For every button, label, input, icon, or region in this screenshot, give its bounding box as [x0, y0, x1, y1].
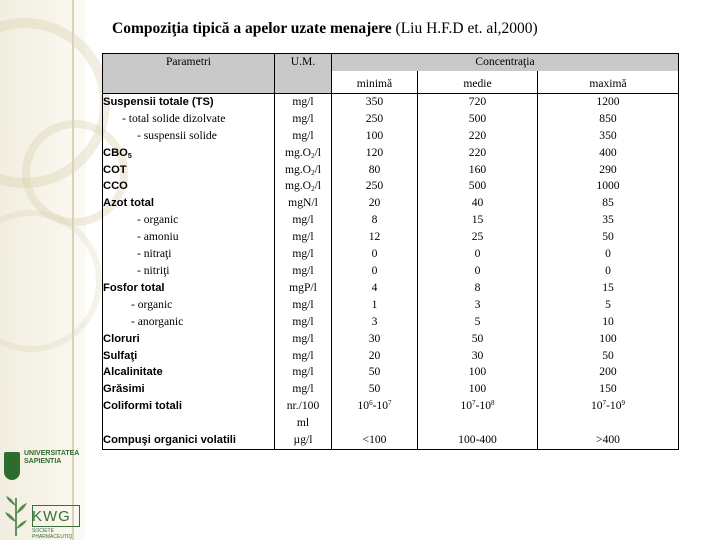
min-value: [332, 195, 417, 212]
unit-value-suffix: /l: [314, 162, 322, 176]
unit-value: [275, 212, 331, 229]
min-value-text: 250: [365, 111, 384, 125]
max-value: [538, 111, 678, 128]
unit-value-subscript: 2: [311, 151, 315, 160]
min-value-text: 350: [365, 94, 384, 108]
min-value: [332, 381, 417, 398]
min-value-text: 0: [371, 263, 378, 277]
med-value-text: 500: [468, 111, 487, 125]
min-value-text: 20: [368, 348, 381, 362]
med-value: [418, 246, 537, 263]
parameter-name-text: Grăsimi: [103, 383, 145, 396]
parameter-name-text: COT: [103, 163, 127, 176]
unit-value: [275, 145, 331, 162]
min-value: [332, 162, 417, 179]
unit-value: [275, 195, 331, 212]
decorative-ring: [0, 210, 102, 352]
max-value-text: 350: [599, 128, 617, 142]
med-value: [418, 263, 537, 280]
min-value-text: 12: [368, 230, 381, 244]
max-value: [538, 94, 678, 111]
med-value-text: 8: [474, 280, 481, 294]
max-value-text: 10: [590, 399, 603, 413]
unit-value: [275, 246, 331, 263]
unit-value: [275, 381, 331, 398]
min-value-text: 80: [368, 162, 381, 176]
med-value-text: 0: [474, 247, 481, 261]
parameter-name: [103, 364, 274, 381]
unit-value: [275, 94, 331, 111]
med-value: [418, 297, 537, 314]
min-value: [332, 280, 417, 297]
med-value-exponent: 8: [491, 399, 495, 408]
kwg-subtitle: SOCIETE PHARMACEUTIQ: [32, 528, 73, 540]
med-value-text: 720: [468, 94, 487, 108]
parameter-name: [103, 246, 274, 263]
max-value-text: 10: [602, 314, 614, 328]
unit-value: [275, 178, 331, 195]
min-value-text: 50: [368, 382, 381, 396]
max-value: [538, 280, 678, 297]
med-column: [418, 93, 538, 449]
unit-value: [275, 331, 331, 348]
parameter-name: [103, 432, 274, 449]
min-value-text: 50: [368, 365, 381, 379]
unit-value-text: mg/l: [292, 128, 314, 142]
max-value: [538, 195, 678, 212]
max-value: [538, 348, 678, 365]
med-value-text: 25: [471, 230, 484, 244]
unit-value: [275, 432, 331, 449]
med-value: [418, 314, 537, 331]
med-value: [418, 145, 537, 162]
med-value-text: 220: [468, 145, 487, 159]
parameter-name: [103, 398, 274, 415]
med-value: [418, 229, 537, 246]
min-value: [332, 246, 417, 263]
med-value: [418, 94, 537, 111]
unit-value-text: mg/l: [292, 331, 314, 345]
parameter-name-text: - organic: [137, 213, 179, 227]
unit-value: [275, 415, 331, 432]
university-name: UNIVERSITATEA SAPIENTIA: [24, 450, 80, 465]
unit-value-text: mg/l: [292, 382, 314, 396]
unit-value: [275, 348, 331, 365]
parameter-name-text: - anorganic: [131, 314, 184, 328]
min-value: [332, 128, 417, 145]
med-value: [418, 128, 537, 145]
unit-value-text: mg/l: [292, 213, 314, 227]
parameter-name: [103, 94, 274, 111]
min-value-text: 100: [365, 128, 384, 142]
unit-value-text: ml: [296, 416, 310, 430]
unit-value-text: mg.O: [284, 162, 312, 176]
med-value: [418, 398, 537, 415]
max-value: [538, 246, 678, 263]
parameters-column: [103, 93, 275, 449]
parameter-name: [103, 381, 274, 398]
max-value: [538, 212, 678, 229]
parameter-name-text: Compuşi organici volatili: [103, 434, 237, 447]
min-value: [332, 364, 417, 381]
unit-value-text: mg/l: [292, 230, 314, 244]
unit-value: [275, 297, 331, 314]
parameter-name-text: - total solide dizolvate: [122, 111, 226, 125]
parameter-name: [103, 212, 274, 229]
unit-value-text: mg/l: [292, 297, 314, 311]
parameter-name: [103, 195, 274, 212]
min-value-text: 8: [371, 213, 378, 227]
parameter-name-text: Sulfaţi: [103, 349, 138, 362]
unit-value-text: mg/l: [292, 111, 314, 125]
min-value: [332, 297, 417, 314]
header-param: Parametri: [103, 54, 275, 94]
unit-value: [275, 364, 331, 381]
med-value: [418, 331, 537, 348]
parameter-name: [103, 314, 274, 331]
plant-icon: [2, 492, 30, 536]
parameter-name: [103, 297, 274, 314]
parameter-name-subscript: 5: [127, 152, 132, 160]
header-max: maximă: [538, 71, 679, 94]
min-value: [332, 263, 417, 280]
med-value-text: 40: [471, 196, 484, 210]
max-value-text: 50: [602, 348, 614, 362]
max-value-text: 50: [602, 230, 614, 244]
med-value: [418, 381, 537, 398]
min-value-text: 20: [368, 196, 381, 210]
parameter-name-text: Coliformi totali: [103, 400, 182, 413]
parameter-name: [103, 128, 274, 145]
med-value-text: 100: [468, 365, 487, 379]
med-value: [418, 348, 537, 365]
min-value-text: 3: [371, 314, 378, 328]
composition-table: [102, 53, 679, 450]
min-value-text: 4: [371, 280, 378, 294]
unit-value-text: µg/l: [293, 433, 313, 447]
max-value-text: 15: [602, 280, 614, 294]
min-value: [332, 178, 417, 195]
parameter-name: [103, 162, 274, 179]
unit-value: [275, 162, 331, 179]
unit-value: [275, 128, 331, 145]
max-value-text: 0: [605, 263, 611, 277]
med-value-exponent: 7: [472, 399, 476, 408]
med-value: [418, 178, 537, 195]
unit-value: [275, 111, 331, 128]
max-value-text: 100: [599, 331, 617, 345]
med-value: [418, 162, 537, 179]
max-value: [538, 229, 678, 246]
med-value: [418, 415, 537, 432]
min-value-text: 10: [357, 399, 370, 413]
med-value-text: 220: [468, 128, 487, 142]
min-value: [332, 212, 417, 229]
min-value: [332, 348, 417, 365]
max-value-text: 150: [599, 382, 617, 396]
max-value-text: 35: [602, 213, 614, 227]
max-value-text: 1200: [596, 94, 620, 108]
max-value-text: 1000: [596, 179, 620, 193]
max-value-suffix: -10: [606, 399, 622, 413]
max-value-text: >400: [596, 433, 620, 447]
parameter-name: [103, 229, 274, 246]
parameter-name: [103, 348, 274, 365]
unit-value-text: mg/l: [292, 348, 314, 362]
max-value-text: 200: [599, 365, 617, 379]
max-value-exponent: 9: [621, 399, 626, 408]
min-value: [332, 145, 417, 162]
med-value-text: 5: [474, 314, 481, 328]
parameter-name-text: - nitraţi: [137, 247, 172, 261]
med-value-suffix: -10: [475, 399, 492, 413]
parameter-name: [103, 415, 274, 432]
parameter-name: [103, 111, 274, 128]
unit-value-text: mg/l: [292, 314, 314, 328]
kwg-text: KWG: [32, 508, 71, 525]
med-value: [418, 280, 537, 297]
max-value: [538, 145, 678, 162]
max-value: [538, 364, 678, 381]
header-row: [103, 54, 679, 71]
unit-value-subscript: 2: [311, 185, 315, 194]
med-value-text: 30: [471, 348, 484, 362]
parameter-name-text: - nitriţi: [137, 263, 170, 277]
parameter-name: [103, 263, 274, 280]
header-unit: U.M.: [275, 54, 332, 94]
max-value-exponent: 7: [602, 399, 607, 408]
unit-value-text: mg/l: [292, 263, 314, 277]
max-value: [538, 415, 678, 432]
parameter-name-text: CBO: [103, 146, 128, 159]
unit-value: [275, 263, 331, 280]
max-value: [538, 398, 678, 415]
min-value: [332, 111, 417, 128]
unit-value-text: mg.O: [284, 179, 312, 193]
parameter-name: [103, 178, 274, 195]
unit-value-text: mg.O: [284, 145, 312, 159]
max-value: [538, 331, 678, 348]
unit-value-subscript: 2: [311, 168, 315, 177]
min-value-text: 30: [368, 331, 381, 345]
min-value-text: 1: [371, 297, 378, 311]
med-value-text: 160: [468, 162, 487, 176]
unit-value-text: mgN/l: [288, 196, 318, 210]
parameter-name: [103, 331, 274, 348]
max-value: [538, 178, 678, 195]
header-med: medie: [418, 71, 538, 94]
max-value-text: 290: [599, 162, 617, 176]
units-column: [275, 93, 332, 449]
parameter-name-text: - suspensii solide: [137, 128, 217, 142]
max-value-text: 85: [602, 196, 614, 210]
max-value-text: 400: [599, 145, 617, 159]
title-bold: Compoziţia tipică a apelor uzate menajere: [112, 20, 392, 37]
header-min: minimă: [332, 71, 418, 94]
min-value: [332, 331, 417, 348]
med-value-text: 0: [474, 263, 481, 277]
min-value-suffix: -10: [372, 399, 389, 413]
parameter-name-text: Fosfor total: [103, 281, 165, 294]
parameter-name-text: - amoniu: [137, 230, 179, 244]
med-value: [418, 195, 537, 212]
min-value-text: 250: [365, 179, 384, 193]
min-value-text: 120: [365, 145, 384, 159]
min-value: [332, 398, 417, 415]
unit-value-suffix: /l: [314, 179, 322, 193]
shield-icon: [4, 452, 20, 480]
max-value: [538, 162, 678, 179]
header-concentration: Concentraţia: [332, 54, 679, 71]
unit-value-text: mgP/l: [289, 280, 317, 294]
max-value: [538, 297, 678, 314]
max-value: [538, 263, 678, 280]
med-value-text: 10: [460, 399, 473, 413]
min-value-text: 0: [371, 247, 378, 261]
unit-value-text: mg/l: [292, 247, 314, 261]
med-value-text: 100-400: [458, 433, 497, 447]
min-value-text: <100: [362, 433, 387, 447]
max-column: [538, 93, 679, 449]
med-value: [418, 364, 537, 381]
parameter-name-text: - organic: [131, 297, 173, 311]
max-value: [538, 314, 678, 331]
parameter-name: [103, 145, 274, 162]
min-value: [332, 415, 417, 432]
max-value: [538, 381, 678, 398]
med-value: [418, 432, 537, 449]
min-value: [332, 432, 417, 449]
unit-value-text: mg/l: [292, 365, 314, 379]
max-value-text: 0: [605, 247, 611, 261]
unit-value: [275, 314, 331, 331]
med-value: [418, 212, 537, 229]
parameter-name-text: Suspensii totale (TS): [103, 95, 214, 108]
max-value: [538, 432, 678, 449]
med-value: [418, 111, 537, 128]
max-value-text: 850: [599, 111, 617, 125]
unit-value-text: mg/l: [292, 94, 314, 108]
unit-value: [275, 398, 331, 415]
med-value-text: 50: [471, 331, 484, 345]
min-value: [332, 229, 417, 246]
med-value-text: 15: [471, 213, 484, 227]
min-value: [332, 314, 417, 331]
med-value-text: 3: [474, 297, 481, 311]
med-value-text: 100: [468, 382, 487, 396]
page-title: [112, 20, 538, 38]
university-logo: [2, 448, 84, 492]
data-body: [103, 93, 679, 449]
min-value: [332, 94, 417, 111]
max-value-text: 5: [605, 297, 611, 311]
max-value: [538, 128, 678, 145]
min-value-exponent: 6: [369, 399, 373, 408]
parameter-name-text: CCO: [103, 180, 128, 193]
min-column: [332, 93, 418, 449]
parameter-name-text: Cloruri: [103, 332, 140, 345]
med-value-text: 500: [468, 179, 487, 193]
parameter-name: [103, 280, 274, 297]
title-citation: (Liu H.F.D et. al,2000): [391, 20, 538, 37]
unit-value: [275, 280, 331, 297]
min-value-exponent: 7: [388, 399, 392, 408]
parameter-name-text: Alcalinitate: [103, 366, 163, 379]
parameter-name-text: Azot total: [103, 197, 154, 210]
unit-value: [275, 229, 331, 246]
unit-value-suffix: /l: [314, 145, 322, 159]
kwg-logo: [2, 492, 84, 538]
unit-value-text: nr./100: [286, 399, 320, 413]
